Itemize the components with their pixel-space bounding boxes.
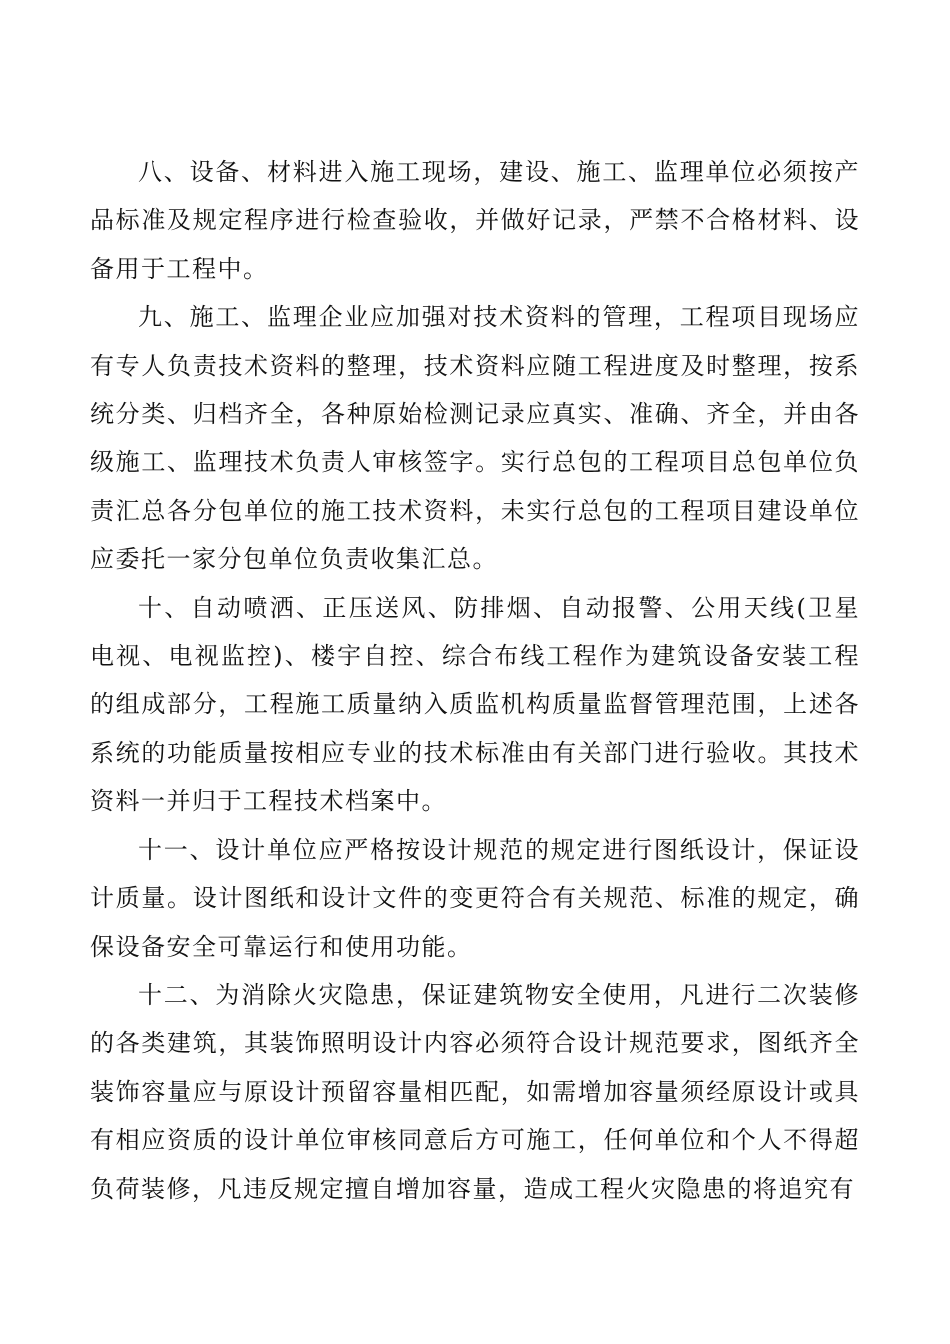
paragraph-10: 十、自动喷洒、正压送风、防排烟、自动报警、公用天线(卫星电视、电视监控)、楼宇自控、综合布线工程作为建筑设备安装工程的组成部分，工程施工质量纳入质监机构质量监督管理范围，上述各系统的功能质量按相应专业的技术标准由有关部门进行验收。其技术资料一并归于工程技术档案中。 — [90, 593, 860, 816]
paragraph-11: 十一、设计单位应严格按设计规范的规定进行图纸设计，保证设计质量。设计图纸和设计文件的变更符合有关规范、标准的规定，确保设备安全可靠运行和使用功能。 — [90, 835, 860, 961]
document-body — [90, 148, 860, 1213]
paragraph-8: 八、设备、材料进入施工现场，建设、施工、监理单位必须按产品标准及规定程序进行检查验收，并做好记录，严禁不合格材料、设备用于工程中。 — [90, 158, 860, 283]
paragraph-9: 九、施工、监理企业应加强对技术资料的管理，工程项目现场应有专人负责技术资料的整理，技术资料应随工程进度及时整理，按系统分类、归档齐全，各种原始检测记录应真实、准确、齐全，并由各级施工、监理技术负责人审核签字。实行总包的工程项目总包单位负责汇总各分包单位的施工技术资料，未实行总包的工程项目建设单位应委托一家分包单位负责收集汇总。 — [90, 303, 860, 574]
paragraph-12: 十二、为消除火灾隐患，保证建筑物安全使用，凡进行二次装修的各类建筑，其装饰照明设计内容必须符合设计规范要求，图纸齐全装饰容量应与原设计预留容量相匹配，如需增加容量须经原设计或具有相应资质的设计单位审核同意后方可施工，任何单位和个人不得超负荷装修，凡违反规定擅自增加容量，造成工程火灾隐患的将追究有 — [90, 980, 860, 1203]
